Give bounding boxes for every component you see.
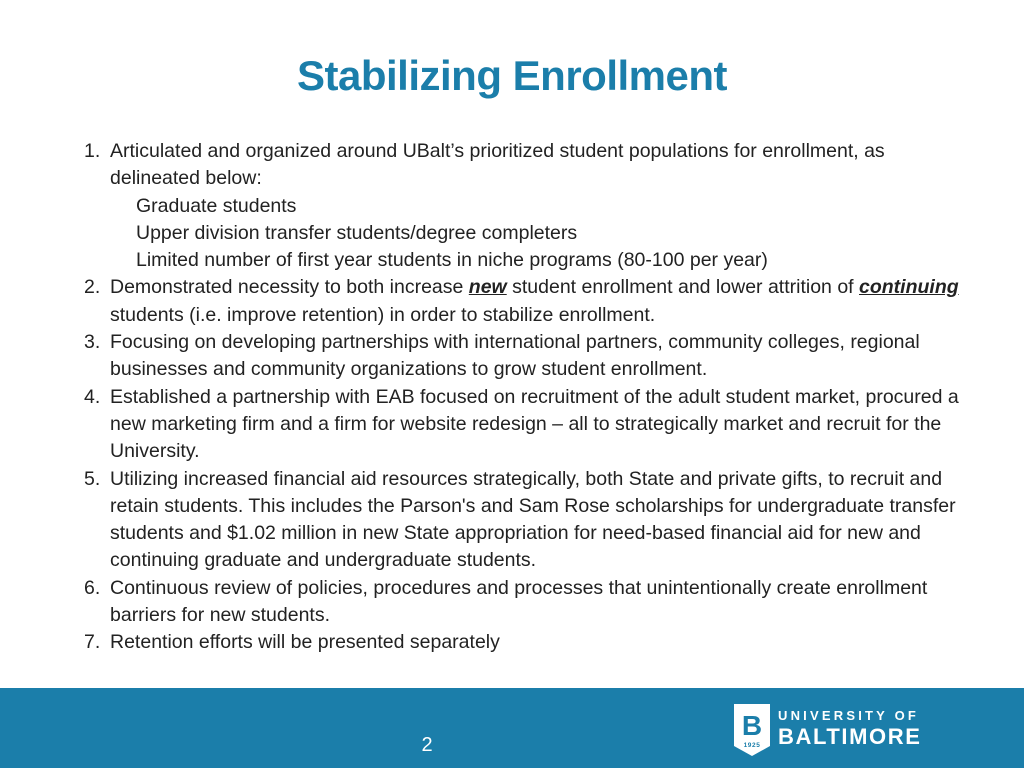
emphasis-new: new bbox=[468, 276, 507, 299]
list-item-4 bbox=[84, 384, 974, 466]
logo-year: 1925 bbox=[743, 742, 761, 749]
sub-item-first-year: Limited number of first year students in niche programs (80-100 per year) bbox=[136, 249, 768, 272]
list-number: 7. bbox=[84, 631, 101, 654]
list-item-3 bbox=[84, 329, 974, 384]
list-number: 6. bbox=[84, 576, 101, 599]
list-number: 5. bbox=[84, 467, 101, 490]
emphasis-continuing: continuing bbox=[859, 276, 959, 299]
university-logo bbox=[734, 704, 964, 758]
list-item-text: Established a partnership with EAB focused on recruitment of the adult student market, procured a new marketing firm and a firm for website redesign – all to strategically market and recruit for the University. bbox=[110, 385, 959, 463]
logo-letter: B bbox=[741, 710, 763, 741]
list-number: 2. bbox=[84, 276, 101, 299]
footer-bar bbox=[0, 688, 1024, 768]
ub-shield-icon bbox=[734, 704, 770, 756]
sub-item-transfer: Upper division transfer students/degree completers bbox=[136, 221, 578, 244]
list-item-text: Continuous review of policies, procedures and processes that unintentionally create enrollment barriers for new students. bbox=[110, 576, 928, 627]
list-number: 4. bbox=[84, 385, 101, 408]
list-number: 1. bbox=[84, 140, 101, 162]
list-item-7 bbox=[84, 629, 974, 656]
logo-university-of: UNIVERSITY OF bbox=[778, 708, 920, 723]
list-item-text: Focusing on developing partnerships with international partners, community colleges, regional businesses and community organizations to grow student enrollment. bbox=[110, 331, 920, 381]
list-item-6 bbox=[84, 575, 974, 630]
page-title: Stabilizing Enrollment bbox=[296, 52, 728, 99]
logo-baltimore: BALTIMORE bbox=[778, 724, 922, 749]
text-segment: Demonstrated necessity to both increase bbox=[110, 276, 469, 299]
list-item-5 bbox=[84, 466, 974, 575]
list-item-text bbox=[110, 274, 974, 329]
list-number: 3. bbox=[84, 331, 101, 354]
text-segment: students (i.e. improve retention) in order to stabilize enrollment. bbox=[110, 303, 656, 326]
list-item-1 bbox=[84, 138, 974, 274]
sub-item-graduate: Graduate students bbox=[136, 194, 297, 217]
list-item-text bbox=[110, 138, 974, 274]
list-item-text: Utilizing increased financial aid resources strategically, both State and private gifts, to recruit and retain students. This includes the Parson's and Sam Rose scholarships for undergraduate transfer students and $1.02 million in new State appropriation for need-based financial aid for new and continuing graduate and undergraduate students. bbox=[110, 467, 956, 572]
list-item-body: Articulated and organized around UBalt’s prioritized student populations for enrollment, as delineated below: bbox=[110, 140, 885, 190]
enrollment-list bbox=[84, 138, 974, 657]
list-item-2 bbox=[84, 274, 974, 329]
page-number: 2 bbox=[421, 734, 433, 756]
list-item-text: Retention efforts will be presented separately bbox=[110, 631, 500, 654]
text-segment: student enrollment and lower attrition of bbox=[506, 276, 859, 299]
